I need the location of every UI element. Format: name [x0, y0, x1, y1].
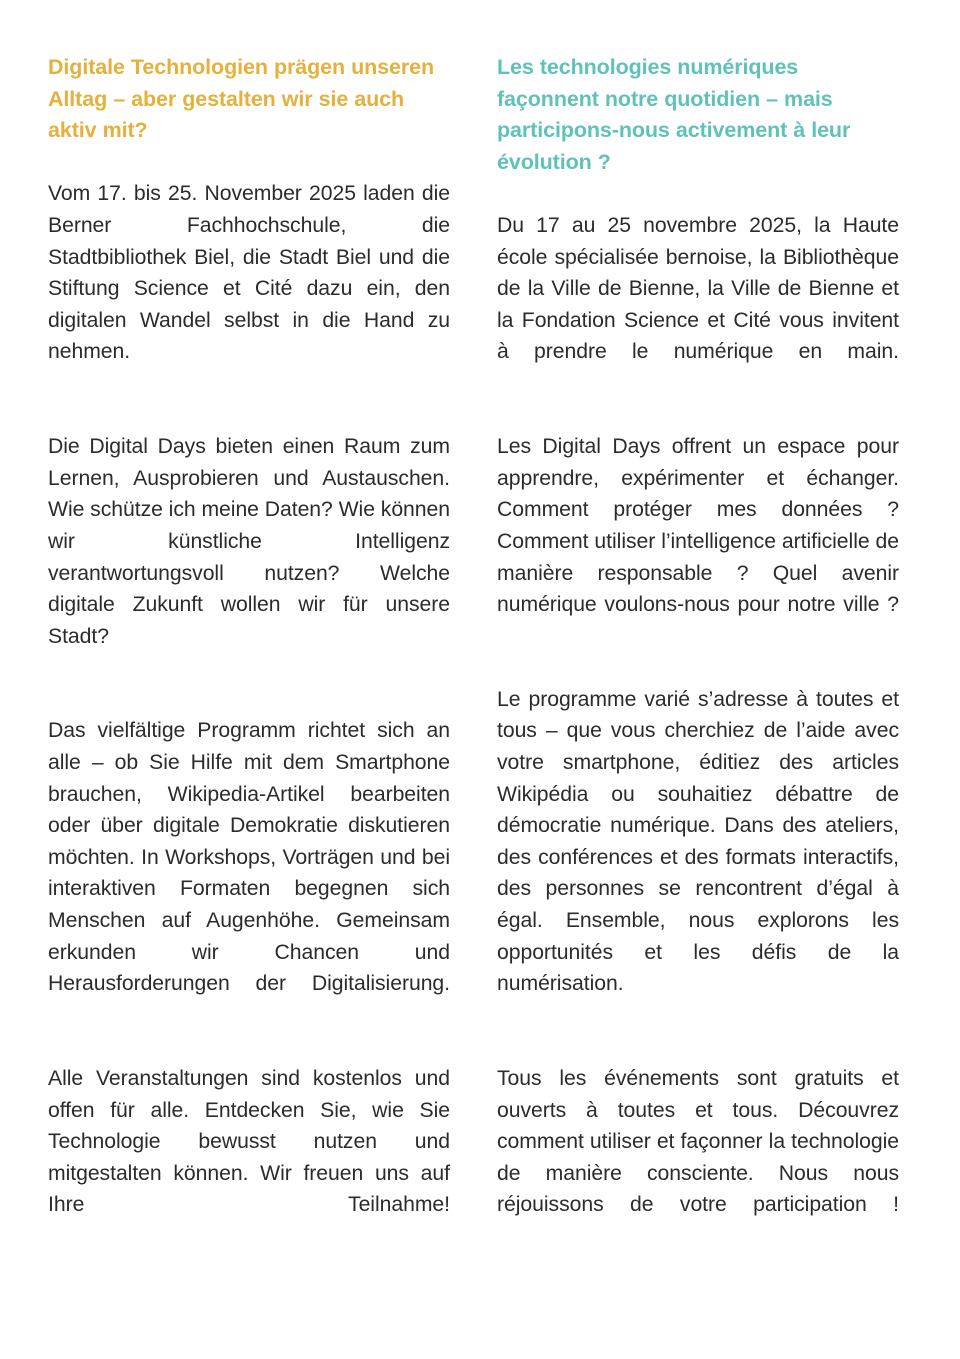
french-paragraph-2: Les Digital Days offrent un espace pour apprendre, expérimenter et échanger. Comment protéger mes données ? Comment utiliser l’intelligence artificielle de manière responsable ? Quel avenir numérique voulons-nous pour notre ville ?	[497, 435, 899, 617]
german-lede-heading: Digitale Technologien prägen unseren Alltag – aber gestalten wir sie auch aktiv mit?	[48, 55, 435, 143]
german-paragraph-2: Die Digital Days bieten einen Raum zum Lernen, Ausprobieren und Austauschen. Wie schütze ich meine Daten? Wie können wir künstliche Intelligenz verantwortungsvoll nutzen? Welche digitale Zukunft wollen wir für unsere Stadt?	[48, 435, 450, 648]
german-paragraph-3: Das vielfältige Programm richtet sich an alle – ob Sie Hilfe mit dem Smartphone brauchen, Wikipedia-Artikel bearbeiten oder über digitale Demokratie diskutieren möchten. In Workshops, Vorträgen und bei interaktiven Formaten begegnen sich Menschen auf Augenhöhe. Gemeinsam erkunden wir Chancen und Herausforderungen der Digitalisierung.	[48, 719, 450, 996]
french-paragraph-1: Du 17 au 25 novembre 2025, la Haute école spécialisée bernoise, la Bibliothèque de la Ville de Bienne, la Ville de Bienne et la Fondation Science et Cité vous invitent à prendre le numérique en main.	[497, 213, 899, 364]
french-text-column	[497, 52, 899, 1253]
french-lede-heading: Les technologies numériques façonnent notre quotidien – mais participons-nous activement à leur évolution ?	[497, 55, 851, 174]
two-column-text-layout	[0, 52, 960, 1253]
french-paragraph-4: Tous les événements sont gratuits et ouverts à toutes et tous. Découvrez comment utiliser et façonner la technologie de manière consciente. Nous nous réjouissons de votre participation !	[497, 1067, 899, 1217]
german-text-column	[48, 52, 450, 1253]
german-paragraph-4: Alle Veranstaltungen sind kostenlos und offen für alle. Entdecken Sie, wie Sie Technologie bewusst nutzen und mitgestalten können. Wir freuen uns auf Ihre Teilnahme!	[48, 1067, 450, 1217]
german-paragraph-1: Vom 17. bis 25. November 2025 laden die Berner Fachhochschule, die Stadtbibliothek Biel, die Stadt Biel und die Stiftung Science et Cité dazu ein, den digitalen Wandel selbst in die Hand zu nehmen.	[48, 182, 450, 364]
french-paragraph-3: Le programme varié s’adresse à toutes et tous – que vous cherchiez de l’aide avec votre smartphone, éditiez des articles Wikipédia ou souhaitiez débattre de démocratie numérique. Dans des ateliers, des conférences et des formats interactifs, des personnes se rencontrent d’égal à égal. Ensemble, nous explorons les opportunités et les défis de la numérisation.	[497, 687, 899, 996]
